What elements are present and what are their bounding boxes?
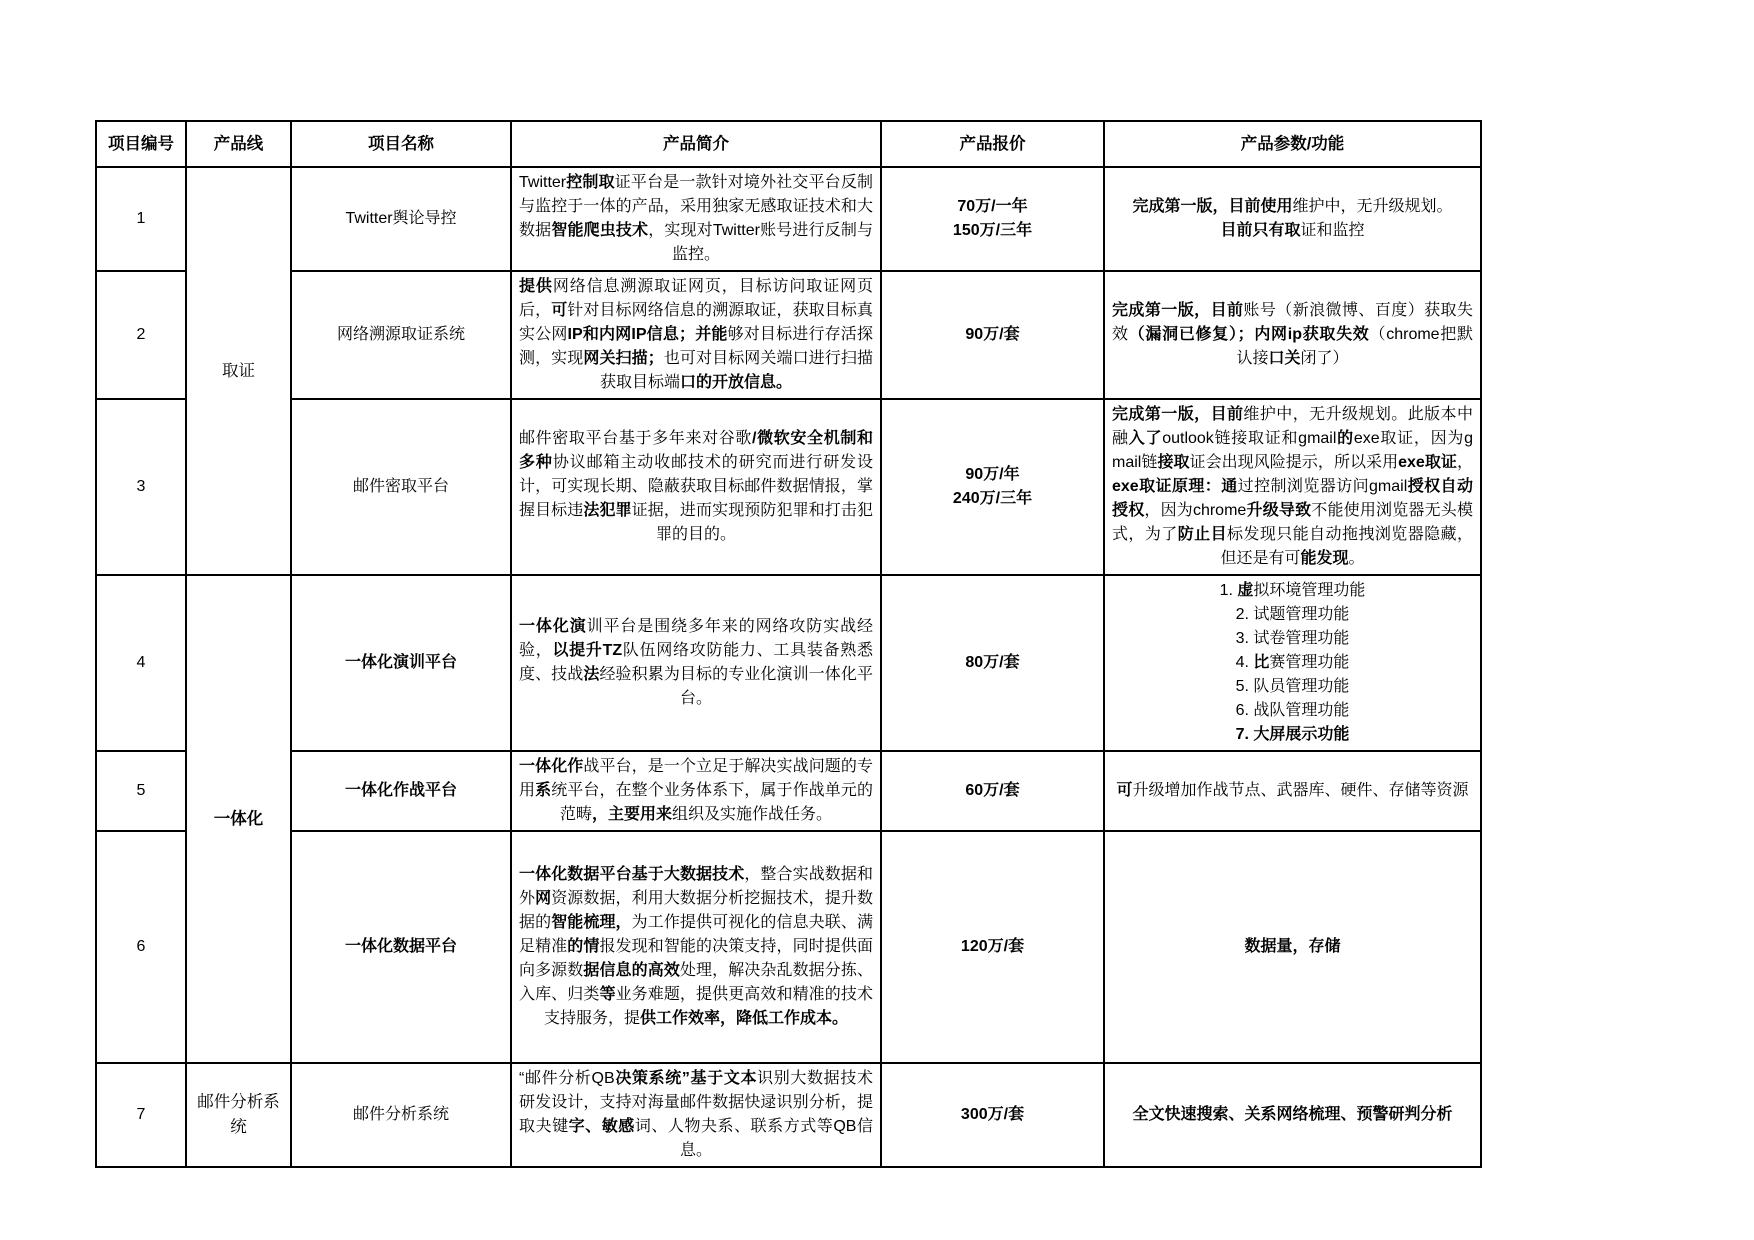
cell-project-id: 3 xyxy=(96,399,186,575)
cell-product-price: 70万/一年 150万/三年 xyxy=(881,167,1104,271)
cell-product-params: 完成第一版，目前使用维护中，无升级规划。 目前只有取证和监控 xyxy=(1104,167,1481,271)
cell-product-params: 全文快速搜索、关系网络梳理、预警研判分析 xyxy=(1104,1063,1481,1167)
table-row xyxy=(96,1063,1481,1167)
table-row xyxy=(96,831,1481,1063)
cell-product-params: 完成第一版，目前账号（新浪微博、百度）获取失效（漏洞已修复）；内网ip获取失效（chrome把默认接口关闭了） xyxy=(1104,271,1481,399)
cell-product-params: 数据量，存储 xyxy=(1104,831,1481,1063)
cell-project-name: 一体化数据平台 xyxy=(291,831,511,1063)
cell-product-price: 120万/套 xyxy=(881,831,1104,1063)
cell-product-intro: 邮件密取平台基于多年来对谷歌/微软安全机制和多种协议邮箱主动收邮技术的研究而进行研发设计，可实现长期、隐蔽获取目标邮件数据情报，掌握目标违法犯罪证据，进而实现预防犯罪和打击犯罪的目的。 xyxy=(511,399,881,575)
product-table xyxy=(95,120,1482,1168)
cell-product-intro: 提供网络信息溯源取证网页，目标访问取证网页后，可针对目标网络信息的溯源取证，获取目标真实公网IP和内网IP信息；并能够对目标进行存活探测，实现网关扫描；也可对目标网关端口进行扫描获取目标端口的开放信息。 xyxy=(511,271,881,399)
cell-product-intro: 一体化作战平台，是一个立足于解决实战问题的专用系统平台，在整个业务体系下，属于作战单元的范畴，主要用来组织及实施作战任务。 xyxy=(511,751,881,831)
cell-project-name: 邮件密取平台 xyxy=(291,399,511,575)
table-row xyxy=(96,167,1481,271)
table-row xyxy=(96,575,1481,751)
cell-project-id: 2 xyxy=(96,271,186,399)
cell-product-line-integrated: 一体化 xyxy=(186,575,291,1063)
cell-product-price: 90万/套 xyxy=(881,271,1104,399)
cell-product-intro: 一体化演训平台是围绕多年来的网络攻防实战经验，以提升TZ队伍网络攻防能力、工具装备熟悉度、技战法经验积累为目标的专业化演训一体化平台。 xyxy=(511,575,881,751)
header-row xyxy=(96,121,1481,167)
cell-project-name: 一体化演训平台 xyxy=(291,575,511,751)
cell-product-line-email-analysis: 邮件分析系统 xyxy=(186,1063,291,1167)
cell-project-name: 一体化作战平台 xyxy=(291,751,511,831)
table-row xyxy=(96,751,1481,831)
column-header-product-params: 产品参数/功能 xyxy=(1104,121,1481,167)
cell-project-id: 5 xyxy=(96,751,186,831)
cell-product-price: 80万/套 xyxy=(881,575,1104,751)
table-row xyxy=(96,271,1481,399)
cell-product-price: 90万/年 240万/三年 xyxy=(881,399,1104,575)
column-header-product-price: 产品报价 xyxy=(881,121,1104,167)
table-row xyxy=(96,399,1481,575)
column-header-product-line: 产品线 xyxy=(186,121,291,167)
column-header-product-intro: 产品简介 xyxy=(511,121,881,167)
cell-product-intro: 一体化数据平台基于大数据技术，整合实战数据和外网资源数据，利用大数据分析挖掘技术，提升数据的智能梳理，为工作提供可视化的信息夬联、满足精准的情报发现和智能的决策支持，同时提供面向多源数据信息的高效处理，解决杂乱数据分拣、入库、归类等业务难题，提供更高效和精准的技术支持服务，提供工作效率，降低工作成本。 xyxy=(511,831,881,1063)
cell-product-price: 300万/套 xyxy=(881,1063,1104,1167)
cell-project-name: Twitter舆论导控 xyxy=(291,167,511,271)
cell-project-name: 网络溯源取证系统 xyxy=(291,271,511,399)
cell-project-id: 7 xyxy=(96,1063,186,1167)
column-header-project-name: 项目名称 xyxy=(291,121,511,167)
cell-product-intro: Twitter控制取证平台是一款针对境外社交平台反制与监控于一体的产品，采用独家无感取证技术和大数据智能爬虫技术，实现对Twitter账号进行反制与监控。 xyxy=(511,167,881,271)
cell-product-params: 完成第一版，目前维护中，无升级规划。此版本中融入了outlook链接取证和gmail的exe取证，因为gmail链接取证会出现风险提示，所以采用exe取证，exe取证原理：通过控制浏览器访问gmail授权自动授权，因为chrome升级导致不能使用浏览器无头模式，为了防止目标发现只能自动拖拽浏览器隐藏，但还是有可能发现。 xyxy=(1104,399,1481,575)
cell-product-price: 60万/套 xyxy=(881,751,1104,831)
cell-project-id: 6 xyxy=(96,831,186,1063)
document-page xyxy=(95,120,1482,1168)
cell-project-name: 邮件分析系统 xyxy=(291,1063,511,1167)
cell-project-id: 1 xyxy=(96,167,186,271)
cell-product-params: 1. 虚拟环境管理功能 2. 试题管理功能 3. 试卷管理功能 4. 比赛管理功能 5. 队员管理功能 6. 战队管理功能 7. 大屏展示功能 xyxy=(1104,575,1481,751)
column-header-project-id: 项目编号 xyxy=(96,121,186,167)
cell-product-params: 可升级增加作战节点、武器库、硬件、存储等资源 xyxy=(1104,751,1481,831)
cell-project-id: 4 xyxy=(96,575,186,751)
cell-product-line-forensics: 取证 xyxy=(186,167,291,575)
cell-product-intro: “邮件分析QB决策系统”基于文本识别大数据技术研发设计，支持对海量邮件数据快逯识别分析，提取夬键字、敏感词、人物夬系、联系方式等QB信息。 xyxy=(511,1063,881,1167)
